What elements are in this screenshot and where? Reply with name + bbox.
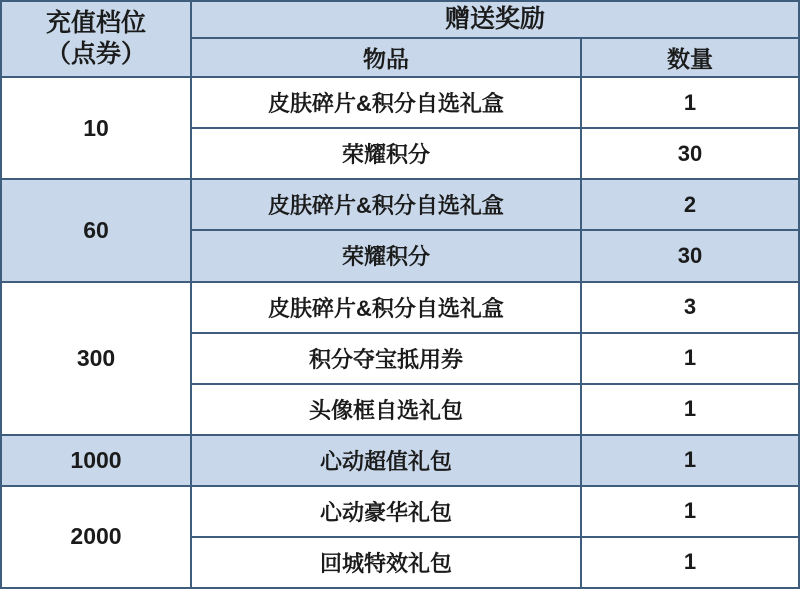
reward-item-cell: 心动超值礼包 [191, 435, 581, 486]
tier-cell: 10 [1, 77, 191, 179]
header-row-primary [1, 1, 799, 38]
reward-item-cell: 皮肤碎片&积分自选礼盒 [191, 77, 581, 128]
reward-item-cell: 头像框自选礼包 [191, 384, 581, 435]
table-row [1, 486, 799, 537]
reward-item-cell: 皮肤碎片&积分自选礼盒 [191, 282, 581, 333]
header-tier-line1: 充值档位 [45, 8, 146, 37]
header-reward-group: 赠送奖励 [191, 1, 799, 38]
tier-cell: 60 [1, 179, 191, 281]
reward-quantity-cell: 1 [581, 486, 799, 537]
header-tier [1, 1, 191, 77]
reward-item-cell: 回城特效礼包 [191, 537, 581, 588]
reward-item-cell: 皮肤碎片&积分自选礼盒 [191, 179, 581, 230]
reward-quantity-cell: 2 [581, 179, 799, 230]
tier-cell: 300 [1, 282, 191, 435]
header-item: 物品 [191, 38, 581, 77]
table-row [1, 282, 799, 333]
reward-quantity-cell: 1 [581, 333, 799, 384]
table-row [1, 77, 799, 128]
reward-quantity-cell: 30 [581, 128, 799, 179]
reward-quantity-cell: 1 [581, 384, 799, 435]
reward-quantity-cell: 30 [581, 230, 799, 281]
table-body [1, 77, 799, 588]
tier-cell: 2000 [1, 486, 191, 588]
reward-item-cell: 荣耀积分 [191, 230, 581, 281]
reward-quantity-cell: 1 [581, 537, 799, 588]
reward-quantity-cell: 1 [581, 435, 799, 486]
reward-item-cell: 心动豪华礼包 [191, 486, 581, 537]
header-quantity: 数量 [581, 38, 799, 77]
reward-item-cell: 积分夺宝抵用券 [191, 333, 581, 384]
reward-item-cell: 荣耀积分 [191, 128, 581, 179]
tier-cell: 1000 [1, 435, 191, 486]
table-row [1, 179, 799, 230]
table-row [1, 435, 799, 486]
reward-quantity-cell: 1 [581, 77, 799, 128]
table-header [1, 1, 799, 77]
header-tier-line2: （点券） [45, 40, 146, 69]
reward-quantity-cell: 3 [581, 282, 799, 333]
